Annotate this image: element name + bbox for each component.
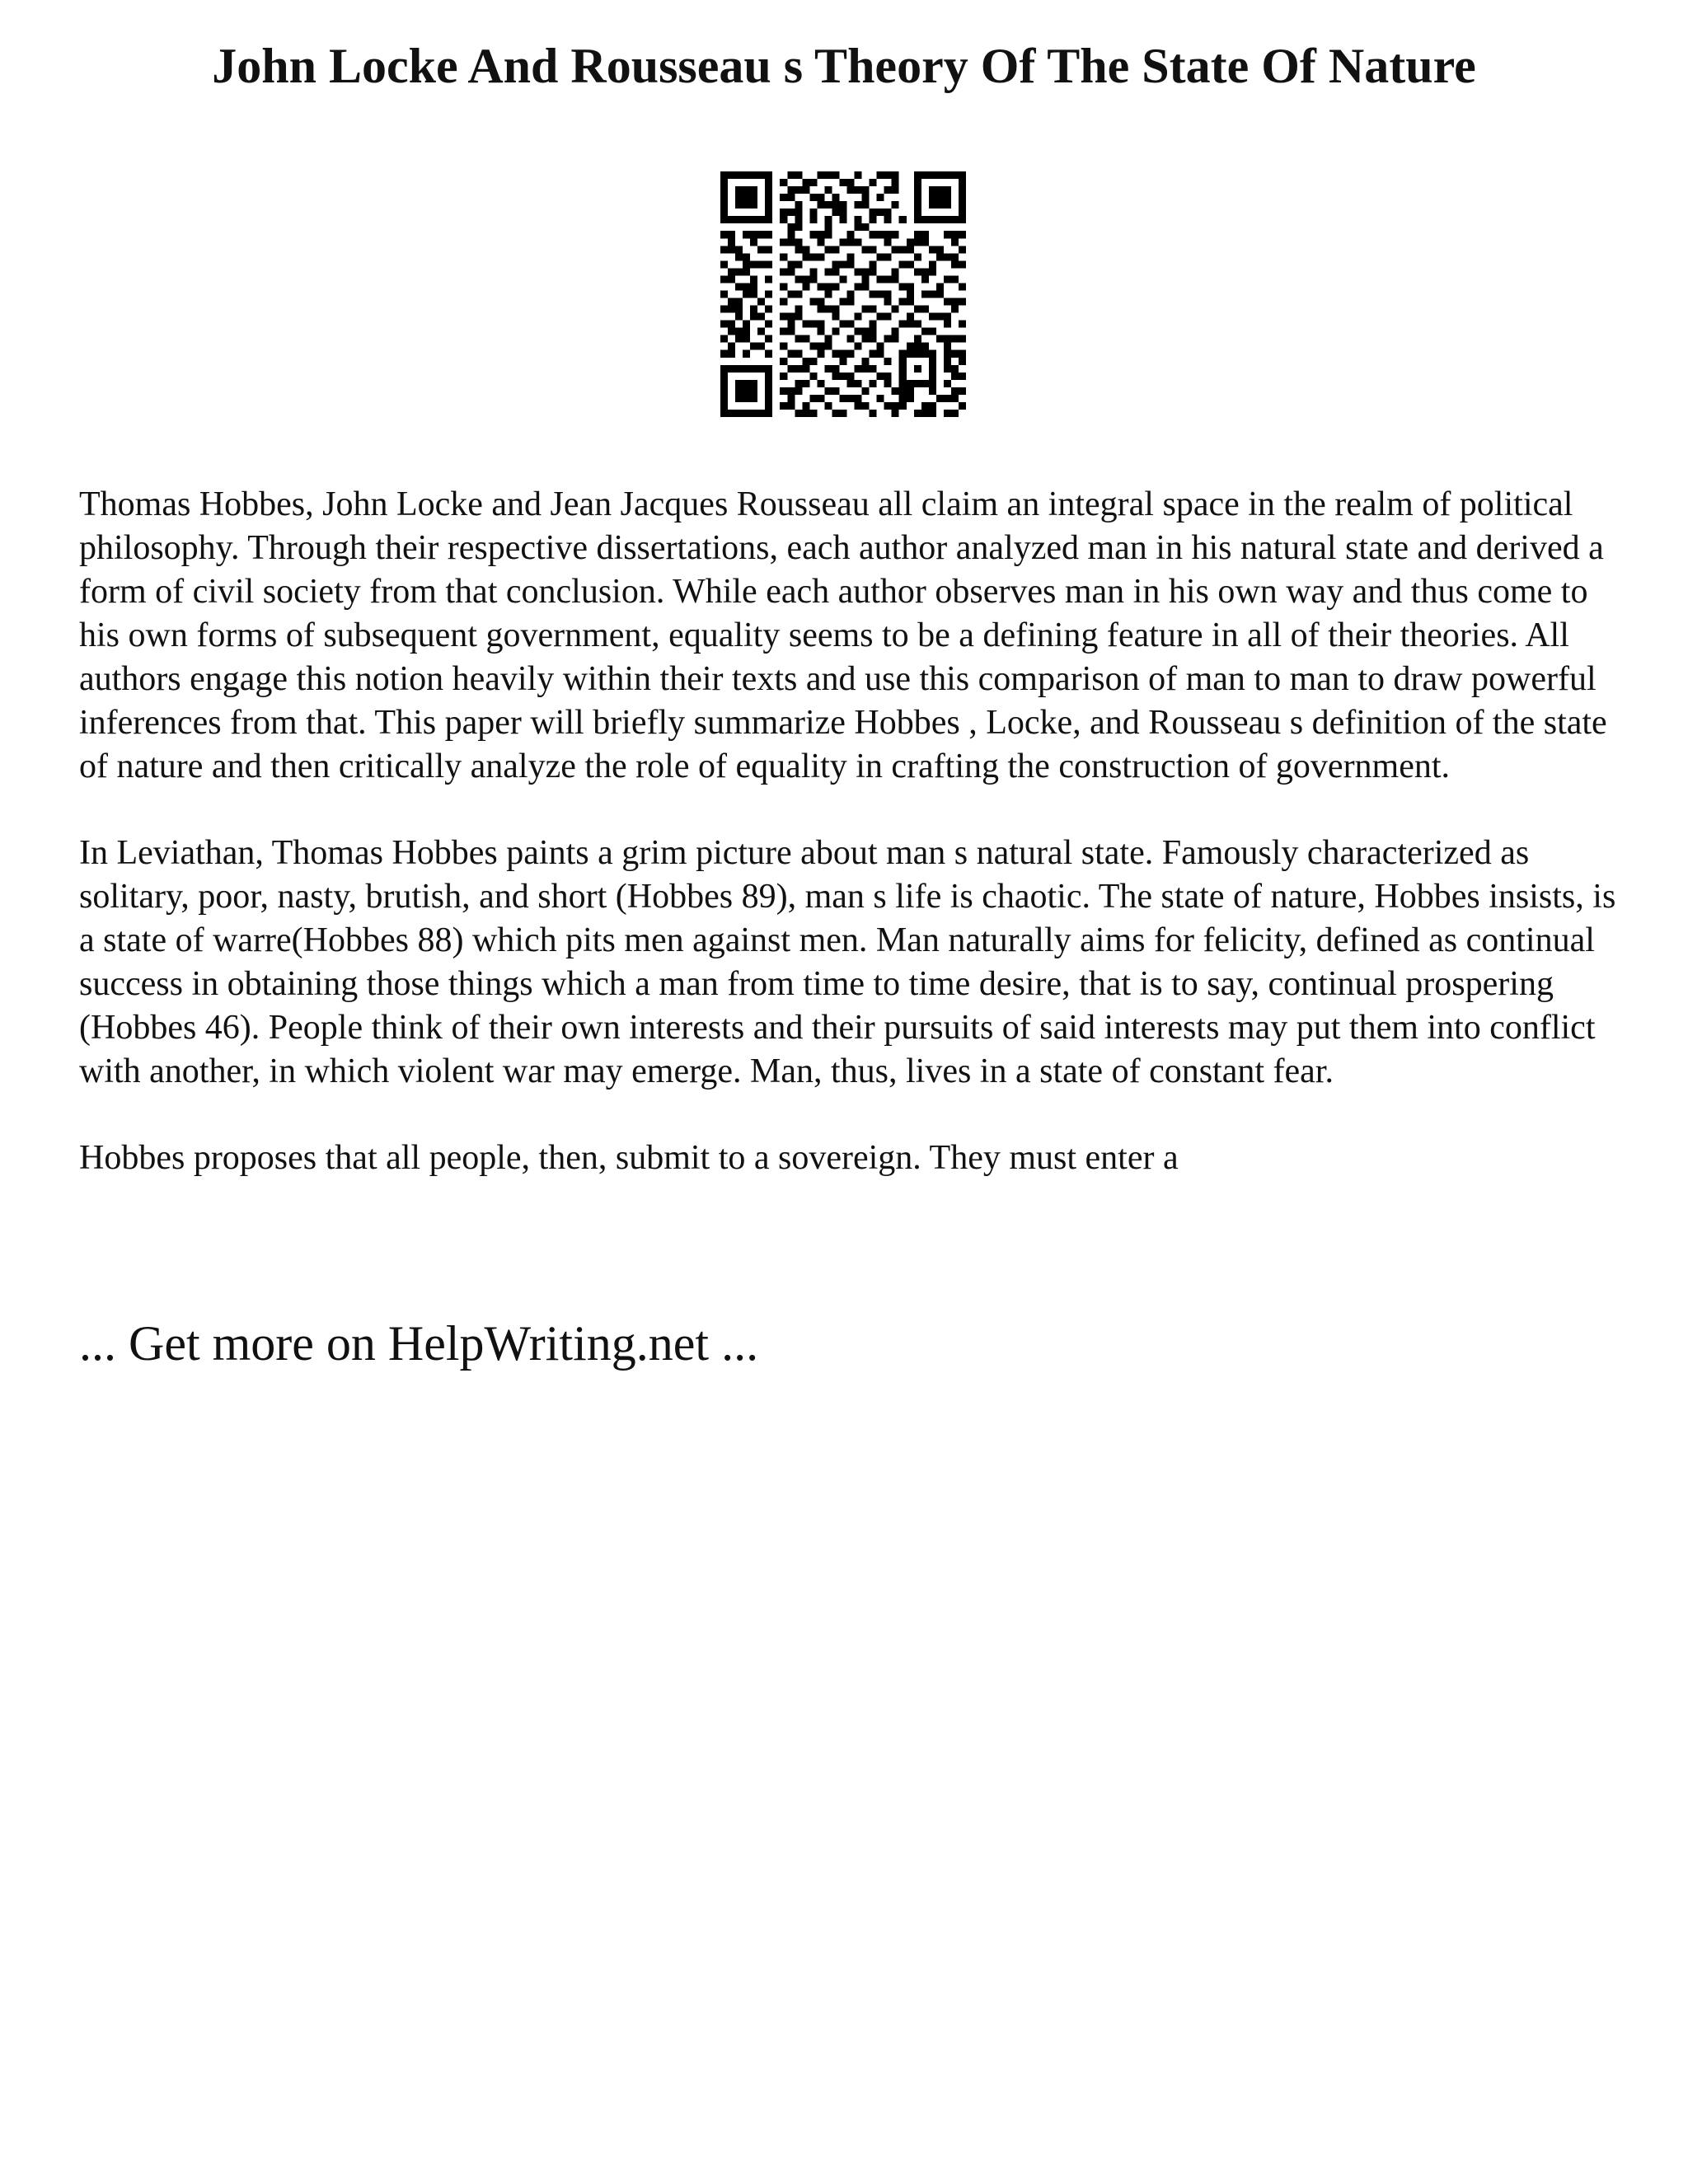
paragraph-3: Hobbes proposes that all people, then, submit to a sovereign. They must enter a [79,1139,1179,1177]
page-title: John Locke And Rousseau s Theory Of The State Of Nature [212,39,1476,93]
paragraph-2: In Leviathan, Thomas Hobbes paints a grim picture about man s natural state. Famously characterized as solitary, poor, nasty, brutish, and short (Hobbes 89), man s life is chaotic. The state of nature, Hobbes insists, is a state of warre(Hobbes 88) which pits men against men. Man naturally aims for felicity, defined as continual success in obtaining those things which a man from time to time desire, that is to say, continual prospering (Hobbes 46). People think of their own interests and their pursuits of said interests may put them into conflict with another, in which violent war may emerge. Man, thus, lives in a state of constant fear. [79,834,1616,1090]
qr-code-icon [720,171,966,417]
paragraph-1: Thomas Hobbes, John Locke and Jean Jacques Rousseau all claim an integral space in the realm of political philosophy. Through their respective dissertations, each author analyzed man in his natural state and derived a form of civil society from that conclusion. While each author observes man in his own way and thus come to his own forms of subsequent government, equality seems to be a defining feature in all of their theories. All authors engage this notion heavily within their texts and use this comparison of man to man to draw powerful inferences from that. This paper will briefly summarize Hobbes , Locke, and Rousseau s definition of the state of nature and then critically analyze the role of equality in crafting the construction of government. [79,485,1607,785]
article-body [79,483,1620,1223]
get-more-link[interactable]: ... Get more on HelpWriting.net ... [79,1316,759,1371]
